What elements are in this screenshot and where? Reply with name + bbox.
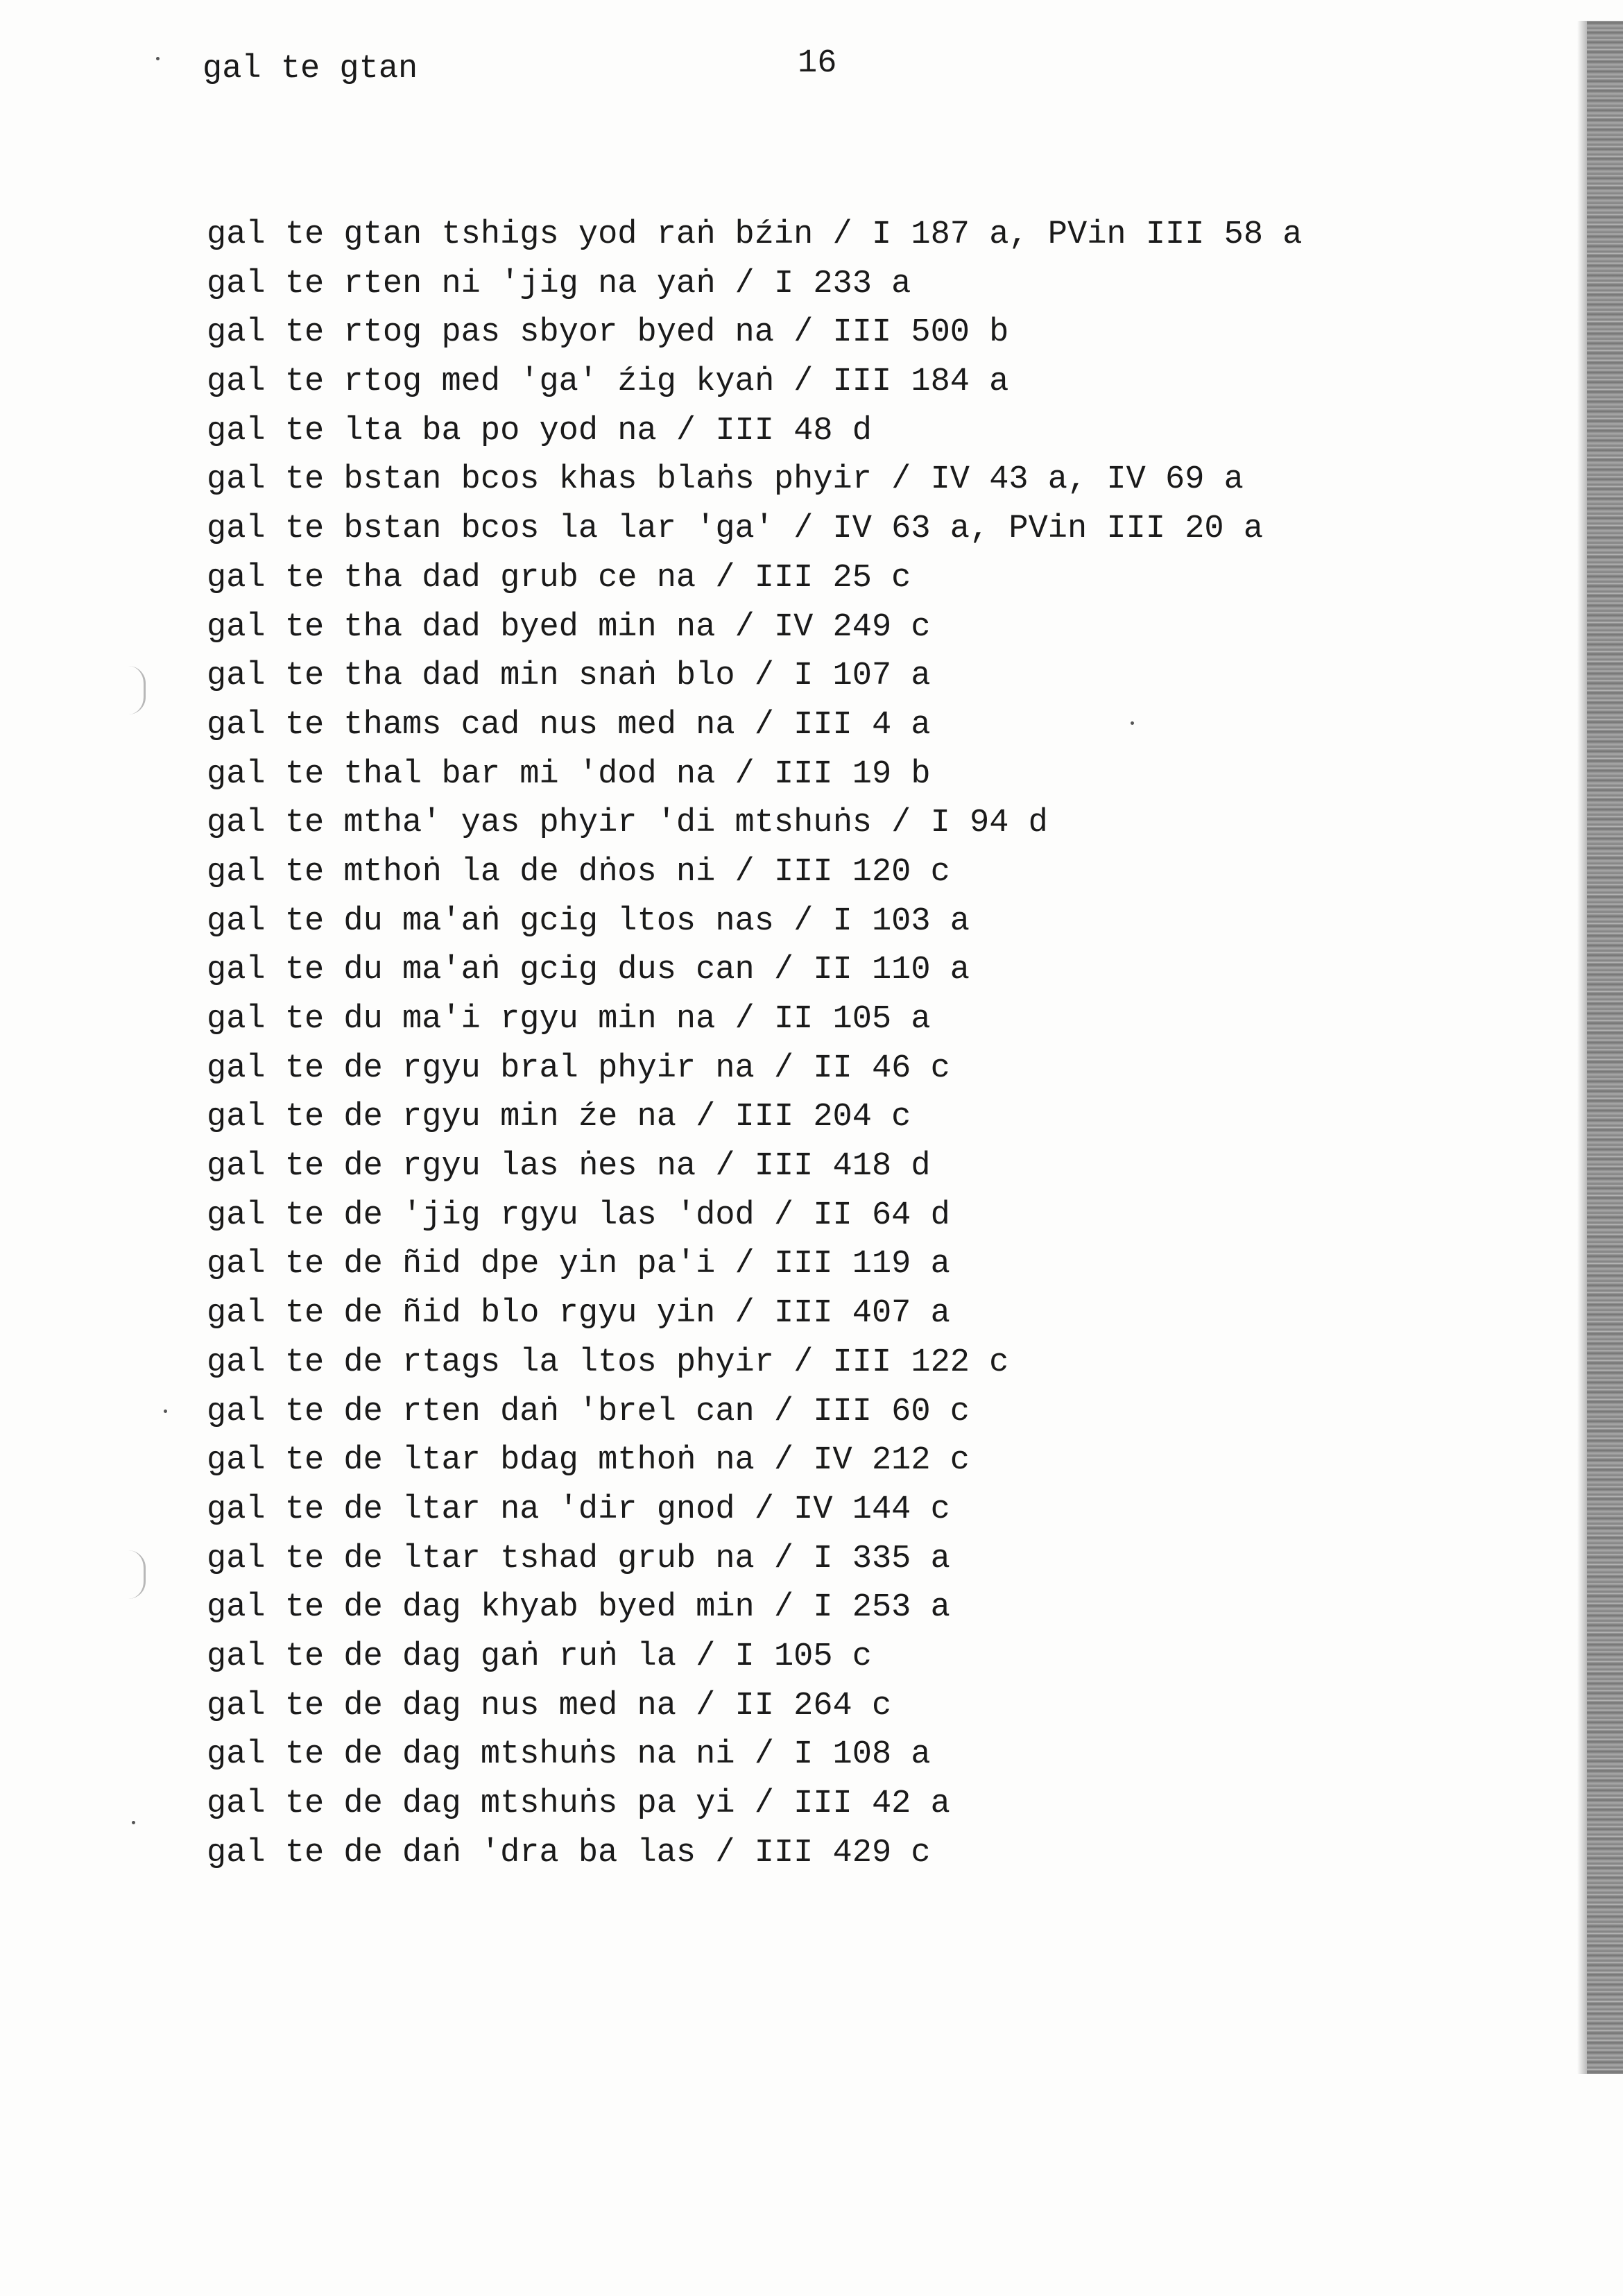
entry-line xyxy=(207,1290,1302,1339)
entry-phrase: gal te tha dad byed min na / xyxy=(207,608,774,646)
page-number: 16 xyxy=(798,45,837,82)
entry-reference: II 264 c xyxy=(735,1687,892,1724)
entry-phrase: gal te du ma'aṅ gcig dus can / xyxy=(207,952,814,989)
entry-reference: IV 249 c xyxy=(773,608,931,646)
entry-line xyxy=(207,701,1302,751)
entry-reference: III 184 a xyxy=(832,363,1009,401)
punch-hole-mark-lower xyxy=(128,1550,146,1599)
entry-phrase: gal te du ma'i rgyu min na / xyxy=(207,1001,774,1038)
entry-reference: II 105 a xyxy=(773,1001,931,1038)
entry-line xyxy=(207,1731,1302,1780)
entry-line xyxy=(207,1535,1302,1584)
entry-reference: I 94 d xyxy=(930,805,1048,842)
entry-phrase: gal te de dag mtshuṅs pa yi / xyxy=(207,1785,794,1822)
entry-reference: I 107 a xyxy=(793,658,931,695)
entry-line xyxy=(207,1486,1302,1535)
scan-edge-shadow-soft xyxy=(1577,21,1587,2074)
entry-phrase: gal te mthoṅ la de dṅos ni / xyxy=(207,853,774,891)
entry-line xyxy=(207,309,1302,358)
entry-line xyxy=(207,652,1302,701)
entry-reference: I 233 a xyxy=(773,265,911,302)
entry-line xyxy=(207,211,1302,260)
entry-reference: II 64 d xyxy=(813,1197,950,1234)
entry-phrase: gal te tha dad min snaṅ blo / xyxy=(207,658,794,695)
entry-line xyxy=(207,1240,1302,1290)
entry-reference: I 103 a xyxy=(832,902,970,940)
entry-reference: III 119 a xyxy=(773,1246,950,1283)
entry-reference: I 253 a xyxy=(813,1589,950,1627)
entry-phrase: gal te de rtags la ltos phyir / xyxy=(207,1344,833,1381)
entry-reference: III 204 c xyxy=(735,1099,911,1136)
entry-reference: III 4 a xyxy=(793,706,931,744)
entry-phrase: gal te de dag mtshuṅs na ni / xyxy=(207,1736,794,1774)
entry-reference: III 60 c xyxy=(813,1393,970,1430)
entry-phrase: gal te de dag nus med na / xyxy=(207,1687,735,1724)
entry-reference: I 335 a xyxy=(813,1540,950,1577)
entry-reference: IV 43 a, IV 69 a xyxy=(930,461,1244,499)
entry-reference: II 110 a xyxy=(813,952,970,989)
punch-hole-mark-upper xyxy=(128,666,146,714)
entry-reference: II 46 c xyxy=(813,1050,950,1087)
entry-reference: III 429 c xyxy=(754,1834,931,1871)
entry-phrase: gal te bstan bcos la lar 'ga' / xyxy=(207,511,833,548)
entry-phrase: gal te du ma'aṅ gcig ltos nas / xyxy=(207,902,833,940)
entry-phrase: gal te de ltar na 'dir gnod / xyxy=(207,1491,794,1528)
entry-reference: I 105 c xyxy=(735,1638,872,1675)
entry-reference: IV 63 a, PVin III 20 a xyxy=(832,511,1264,548)
entry-reference: III 500 b xyxy=(832,314,1009,352)
entry-phrase: gal te de rgyu las ṅes na / xyxy=(207,1148,755,1185)
entry-phrase: gal te de ñid dpe yin pa'i / xyxy=(207,1246,774,1283)
entry-line xyxy=(207,1093,1302,1142)
entry-line xyxy=(207,995,1302,1045)
entry-list xyxy=(207,211,1302,1878)
entry-reference: IV 144 c xyxy=(793,1491,950,1528)
entry-line xyxy=(207,1437,1302,1486)
entry-line xyxy=(207,1388,1302,1437)
entry-reference: III 48 d xyxy=(715,412,872,449)
entry-reference: I 108 a xyxy=(793,1736,931,1774)
entry-line xyxy=(207,1829,1302,1878)
entry-line xyxy=(207,260,1302,309)
scan-edge-shadow xyxy=(1587,21,1623,2074)
entry-reference: III 407 a xyxy=(773,1295,950,1333)
entry-phrase: gal te rtog med 'ga' źig kyaṅ / xyxy=(207,363,833,401)
entry-line xyxy=(207,407,1302,456)
entry-line xyxy=(207,1682,1302,1731)
entry-reference: III 25 c xyxy=(754,559,911,597)
running-head: gal te gtan xyxy=(203,51,418,87)
entry-phrase: gal te gtan tshigs yod raṅ bźin / xyxy=(207,216,872,253)
entry-phrase: gal te de rgyu min źe na / xyxy=(207,1099,735,1136)
entry-phrase: gal te de 'jig rgyu las 'dod / xyxy=(207,1197,814,1234)
entry-line xyxy=(207,1192,1302,1241)
entry-line xyxy=(207,456,1302,505)
scan-speck xyxy=(156,57,160,60)
entry-phrase: gal te de ltar bdag mthoṅ na / xyxy=(207,1442,814,1480)
entry-phrase: gal te thams cad nus med na / xyxy=(207,706,794,744)
entry-line xyxy=(207,751,1302,800)
entry-line xyxy=(207,799,1302,848)
entry-phrase: gal te de dag gaṅ ruṅ la / xyxy=(207,1638,735,1675)
entry-line xyxy=(207,1633,1302,1682)
entry-line xyxy=(207,603,1302,653)
entry-reference: III 120 c xyxy=(773,853,950,891)
entry-line xyxy=(207,358,1302,407)
entry-line xyxy=(207,1142,1302,1192)
entry-phrase: gal te tha dad grub ce na / xyxy=(207,559,755,597)
entry-line xyxy=(207,898,1302,947)
entry-reference: III 418 d xyxy=(754,1148,931,1185)
entry-line xyxy=(207,1584,1302,1633)
entry-phrase: gal te de dag khyab byed min / xyxy=(207,1589,814,1627)
entry-line xyxy=(207,848,1302,898)
scan-speck xyxy=(164,1410,167,1413)
entry-phrase: gal te bstan bcos khas blaṅs phyir / xyxy=(207,461,931,499)
scan-speck xyxy=(132,1821,135,1824)
entry-reference: III 42 a xyxy=(793,1785,950,1822)
entry-reference: I 187 a, PVin III 58 a xyxy=(871,216,1303,253)
entry-reference: III 122 c xyxy=(832,1344,1009,1381)
entry-reference: IV 212 c xyxy=(813,1442,970,1480)
entry-phrase: gal te lta ba po yod na / xyxy=(207,412,716,449)
entry-line xyxy=(207,946,1302,995)
entry-line xyxy=(207,554,1302,603)
entry-phrase: gal te de ñid blo rgyu yin / xyxy=(207,1295,774,1333)
entry-phrase: gal te mtha' yas phyir 'di mtshuṅs / xyxy=(207,805,931,842)
entry-phrase: gal te de daṅ 'dra ba las / xyxy=(207,1834,755,1871)
entry-phrase: gal te de rten daṅ 'brel can / xyxy=(207,1393,814,1430)
entry-phrase: gal te de rgyu bral phyir na / xyxy=(207,1050,814,1087)
entry-phrase: gal te de ltar tshad grub na / xyxy=(207,1540,814,1577)
entry-phrase: gal te rtog pas sbyor byed na / xyxy=(207,314,833,352)
entry-line xyxy=(207,1339,1302,1388)
entry-phrase: gal te thal bar mi 'dod na / xyxy=(207,755,774,793)
entry-line xyxy=(207,505,1302,554)
entry-line xyxy=(207,1780,1302,1829)
entry-reference: III 19 b xyxy=(773,755,931,793)
entry-phrase: gal te rten ni 'jig na yaṅ / xyxy=(207,265,774,302)
entry-line xyxy=(207,1045,1302,1094)
